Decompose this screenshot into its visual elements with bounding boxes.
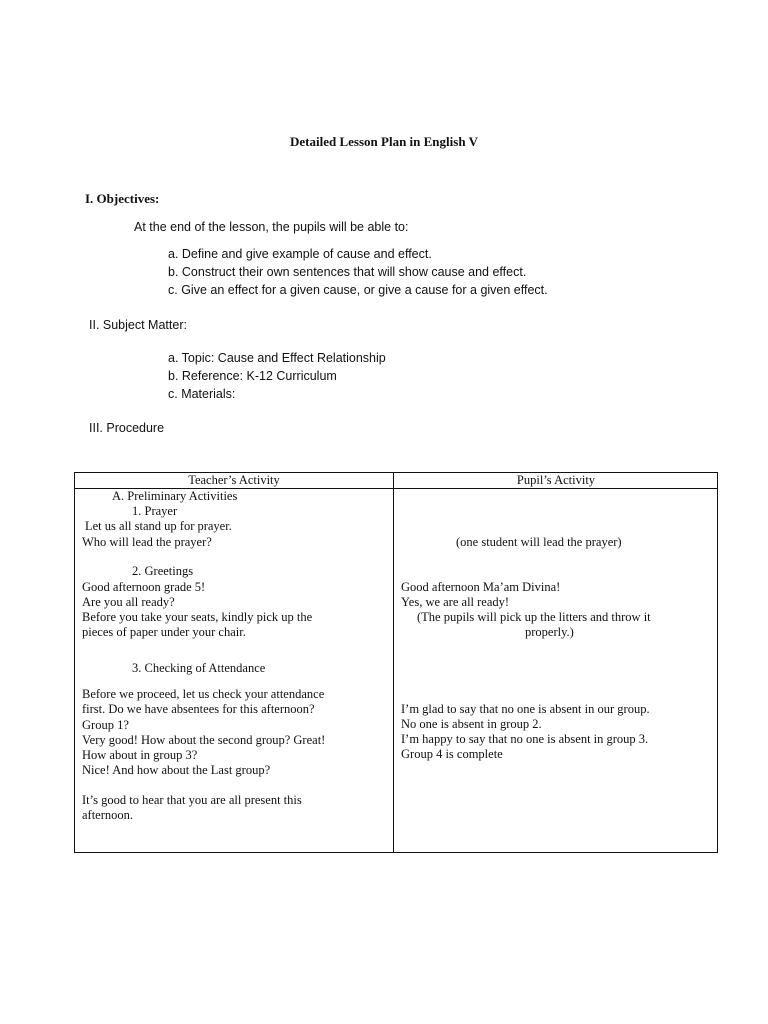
teacher-line: Nice! And how about the Last group?	[82, 763, 271, 777]
objective-item: b. Construct their own sentences that will show cause and effect.	[168, 265, 527, 279]
teacher-line: afternoon.	[82, 808, 134, 822]
pupil-line: I’m glad to say that no one is absent in our group.	[401, 702, 650, 716]
procedure-heading: III. Procedure	[89, 421, 165, 435]
teacher-line: pieces of paper under your chair.	[82, 625, 246, 639]
pupil-line: No one is absent in group 2.	[401, 717, 542, 731]
teacher-line: It’s good to hear that you are all present this	[82, 793, 302, 807]
teacher-line: How about in group 3?	[82, 748, 198, 762]
teacher-line: Group 1?	[82, 718, 129, 732]
subject-matter-item: b. Reference: K-12 Curriculum	[168, 369, 337, 383]
subject-matter-heading: II. Subject Matter:	[89, 318, 187, 332]
preliminary-activities-label: A. Preliminary Activities	[112, 489, 238, 503]
objectives-heading: I. Objectives:	[85, 191, 160, 206]
objective-item: a. Define and give example of cause and effect.	[168, 247, 432, 261]
teacher-line: Good afternoon grade 5!	[82, 580, 206, 594]
pupil-line: (The pupils will pick up the litters and throw it	[417, 610, 651, 624]
teacher-line: first. Do we have absentees for this afternoon?	[82, 702, 315, 716]
teacher-activity-header: Teacher’s Activity	[188, 473, 280, 487]
objectives-intro: At the end of the lesson, the pupils will be able to:	[134, 220, 409, 234]
pupil-prayer-response: (one student will lead the prayer)	[456, 535, 622, 549]
document-title: Detailed Lesson Plan in English V	[290, 134, 478, 149]
subject-matter-item: c. Materials:	[168, 387, 236, 401]
teacher-line: Very good! How about the second group? Great!	[82, 733, 326, 747]
pupil-line: Yes, we are all ready!	[401, 595, 510, 609]
procedure-table	[74, 472, 718, 853]
greetings-label: 2. Greetings	[132, 564, 194, 578]
pupil-activity-header: Pupil’s Activity	[516, 473, 596, 487]
subject-matter-item: a. Topic: Cause and Effect Relationship	[168, 351, 386, 365]
column-divider	[393, 473, 394, 852]
teacher-line: Who will lead the prayer?	[82, 535, 212, 549]
prayer-label: 1. Prayer	[132, 504, 178, 518]
pupil-line: Group 4 is complete	[401, 747, 503, 761]
objective-item: c. Give an effect for a given cause, or give a cause for a given effect.	[168, 283, 548, 297]
teacher-line: Are you all ready?	[82, 595, 175, 609]
pupil-line: I’m happy to say that no one is absent in group 3.	[401, 732, 649, 746]
pupil-line: properly.)	[525, 625, 574, 639]
teacher-line: Before you take your seats, kindly pick up the	[82, 610, 313, 624]
teacher-line: Before we proceed, let us check your attendance	[82, 687, 325, 701]
teacher-line: Let us all stand up for prayer.	[85, 519, 232, 533]
pupil-line: Good afternoon Ma’am Divina!	[401, 580, 561, 594]
attendance-label: 3. Checking of Attendance	[132, 661, 266, 675]
